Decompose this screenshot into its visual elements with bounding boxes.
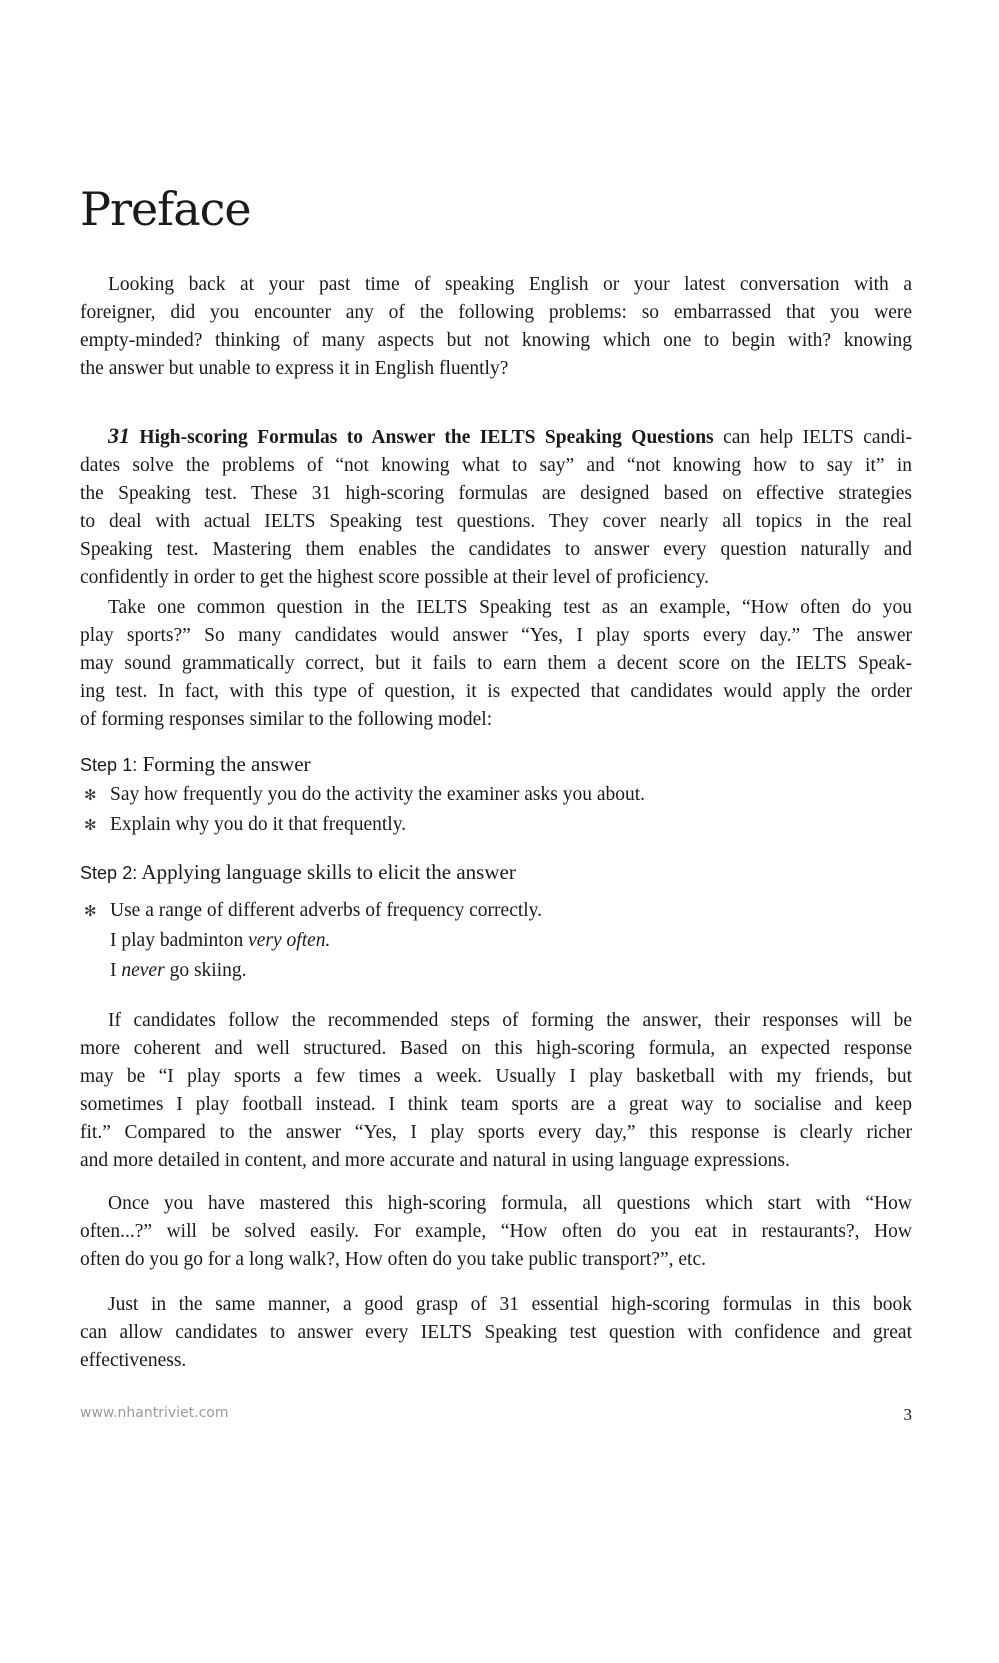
example-sentence — [80, 926, 912, 956]
text-line: ing test. In fact, with this type of question, it is expected that candidates would apply the order — [80, 681, 912, 702]
text-line: and more detailed in content, and more accurate and natural in using language expressions. — [80, 1150, 790, 1171]
step-label: Step — [80, 863, 118, 883]
text-line — [80, 424, 912, 452]
asterisk-bullet-icon: ✻ — [84, 788, 97, 804]
page-title: Preface — [80, 182, 251, 236]
text-line: effectiveness. — [80, 1350, 187, 1371]
paragraph-conclusion — [80, 1291, 912, 1375]
text-line: play sports?” So many candidates would answer “Yes, I play sports every day.” The answer — [80, 625, 912, 646]
step-title: Applying language skills to elicit the answer — [141, 860, 516, 884]
step-title: Forming the answer — [142, 752, 311, 776]
bullet-item — [80, 780, 912, 810]
text-run: very often. — [248, 930, 331, 951]
bullet-text: Explain why you do it that frequently. — [110, 814, 407, 835]
paragraph-recommended-steps — [80, 1007, 912, 1175]
bullet-item — [80, 896, 912, 926]
step-separator: : — [132, 863, 138, 883]
step-separator: : — [132, 755, 138, 775]
text-line: confidently in order to get the highest score possible at their level of proficiency. — [80, 567, 710, 588]
examples-list — [80, 926, 912, 986]
text-line: of forming responses similar to the following model: — [80, 709, 493, 730]
text-run: can help IELTS candi- — [713, 427, 913, 448]
text-line: Take one common question in the IELTS Speaking test as an example, “How often do you — [108, 597, 912, 618]
text-line: Looking back at your past time of speaking English or your latest conversation with a — [108, 274, 912, 295]
step-1-section — [80, 748, 912, 840]
text-line: Speaking test. Mastering them enables the candidates to answer every question naturally and — [80, 539, 912, 560]
example-sentence — [80, 956, 912, 986]
text-line: If candidates follow the recommended steps of forming the answer, their responses will be — [108, 1010, 912, 1031]
text-line: Just in the same manner, a good grasp of 31 essential high-scoring formulas in this book — [108, 1294, 912, 1315]
text-line: often do you go for a long walk?, How often do you take public transport?”, etc. — [80, 1249, 706, 1270]
text-line: Once you have mastered this high-scoring formula, all questions which start with “How — [108, 1193, 912, 1214]
text-run: High-scoring Formulas to Answer the IELTS Speaking Questions — [130, 427, 714, 448]
website-link[interactable]: www.nhantriviet.com — [80, 1405, 229, 1421]
text-line: often...?” will be solved easily. For example, “How often do you eat in restaurants?, How — [80, 1221, 912, 1242]
bullet-text: Say how frequently you do the activity the examiner asks you about. — [110, 784, 646, 805]
text-run: I play badminton — [110, 930, 249, 951]
step-number: 1 — [122, 755, 133, 775]
text-line: the answer but unable to express it in English fluently? — [80, 358, 509, 379]
text-line: may sound grammatically correct, but it fails to earn them a decent score on the IELTS Speak- — [80, 653, 912, 674]
paragraph-book-description — [80, 424, 912, 592]
text-line: empty-minded? thinking of many aspects but not knowing which one to begin with? knowing — [80, 330, 912, 351]
text-line: foreigner, did you encounter any of the following problems: so embarrassed that you were — [80, 302, 912, 323]
step-number: 2 — [122, 863, 133, 883]
text-run: go skiing. — [164, 960, 247, 981]
bullet-item — [80, 810, 912, 840]
text-run: never — [121, 960, 165, 981]
asterisk-bullet-icon: ✻ — [84, 818, 97, 834]
text-line: dates solve the problems of “not knowing what to say” and “not knowing how to say it” in — [80, 455, 912, 476]
page-footer — [80, 1405, 912, 1429]
paragraph-example-question — [80, 594, 912, 734]
text-line: to deal with actual IELTS Speaking test questions. They cover nearly all topics in the real — [80, 511, 912, 532]
step-label: Step — [80, 755, 118, 775]
paragraph-intro — [80, 271, 912, 383]
paragraph-how-often — [80, 1190, 912, 1274]
step-2-heading — [80, 856, 912, 888]
text-line: fit.” Compared to the answer “Yes, I play sports every day,” this response is clearly richer — [80, 1122, 912, 1143]
text-run: 31 — [108, 423, 130, 448]
text-line: sometimes I play football instead. I think team sports are a great way to socialise and keep — [80, 1094, 912, 1115]
bullet-text: Use a range of different adverbs of frequency correctly. — [110, 900, 543, 921]
text-line: the Speaking test. These 31 high-scoring formulas are designed based on effective strategies — [80, 483, 912, 504]
text-line: may be “I play sports a few times a week. Usually I play basketball with my friends, but — [80, 1066, 912, 1087]
text-line: more coherent and well structured. Based on this high-scoring formula, an expected response — [80, 1038, 912, 1059]
text-run: I — [110, 960, 122, 981]
asterisk-bullet-icon: ✻ — [84, 904, 97, 920]
page-number: 3 — [903, 1405, 912, 1424]
text-line: can allow candidates to answer every IELTS Speaking test question with confidence and great — [80, 1322, 912, 1343]
step-2-section — [80, 856, 912, 986]
step-1-heading — [80, 748, 912, 780]
